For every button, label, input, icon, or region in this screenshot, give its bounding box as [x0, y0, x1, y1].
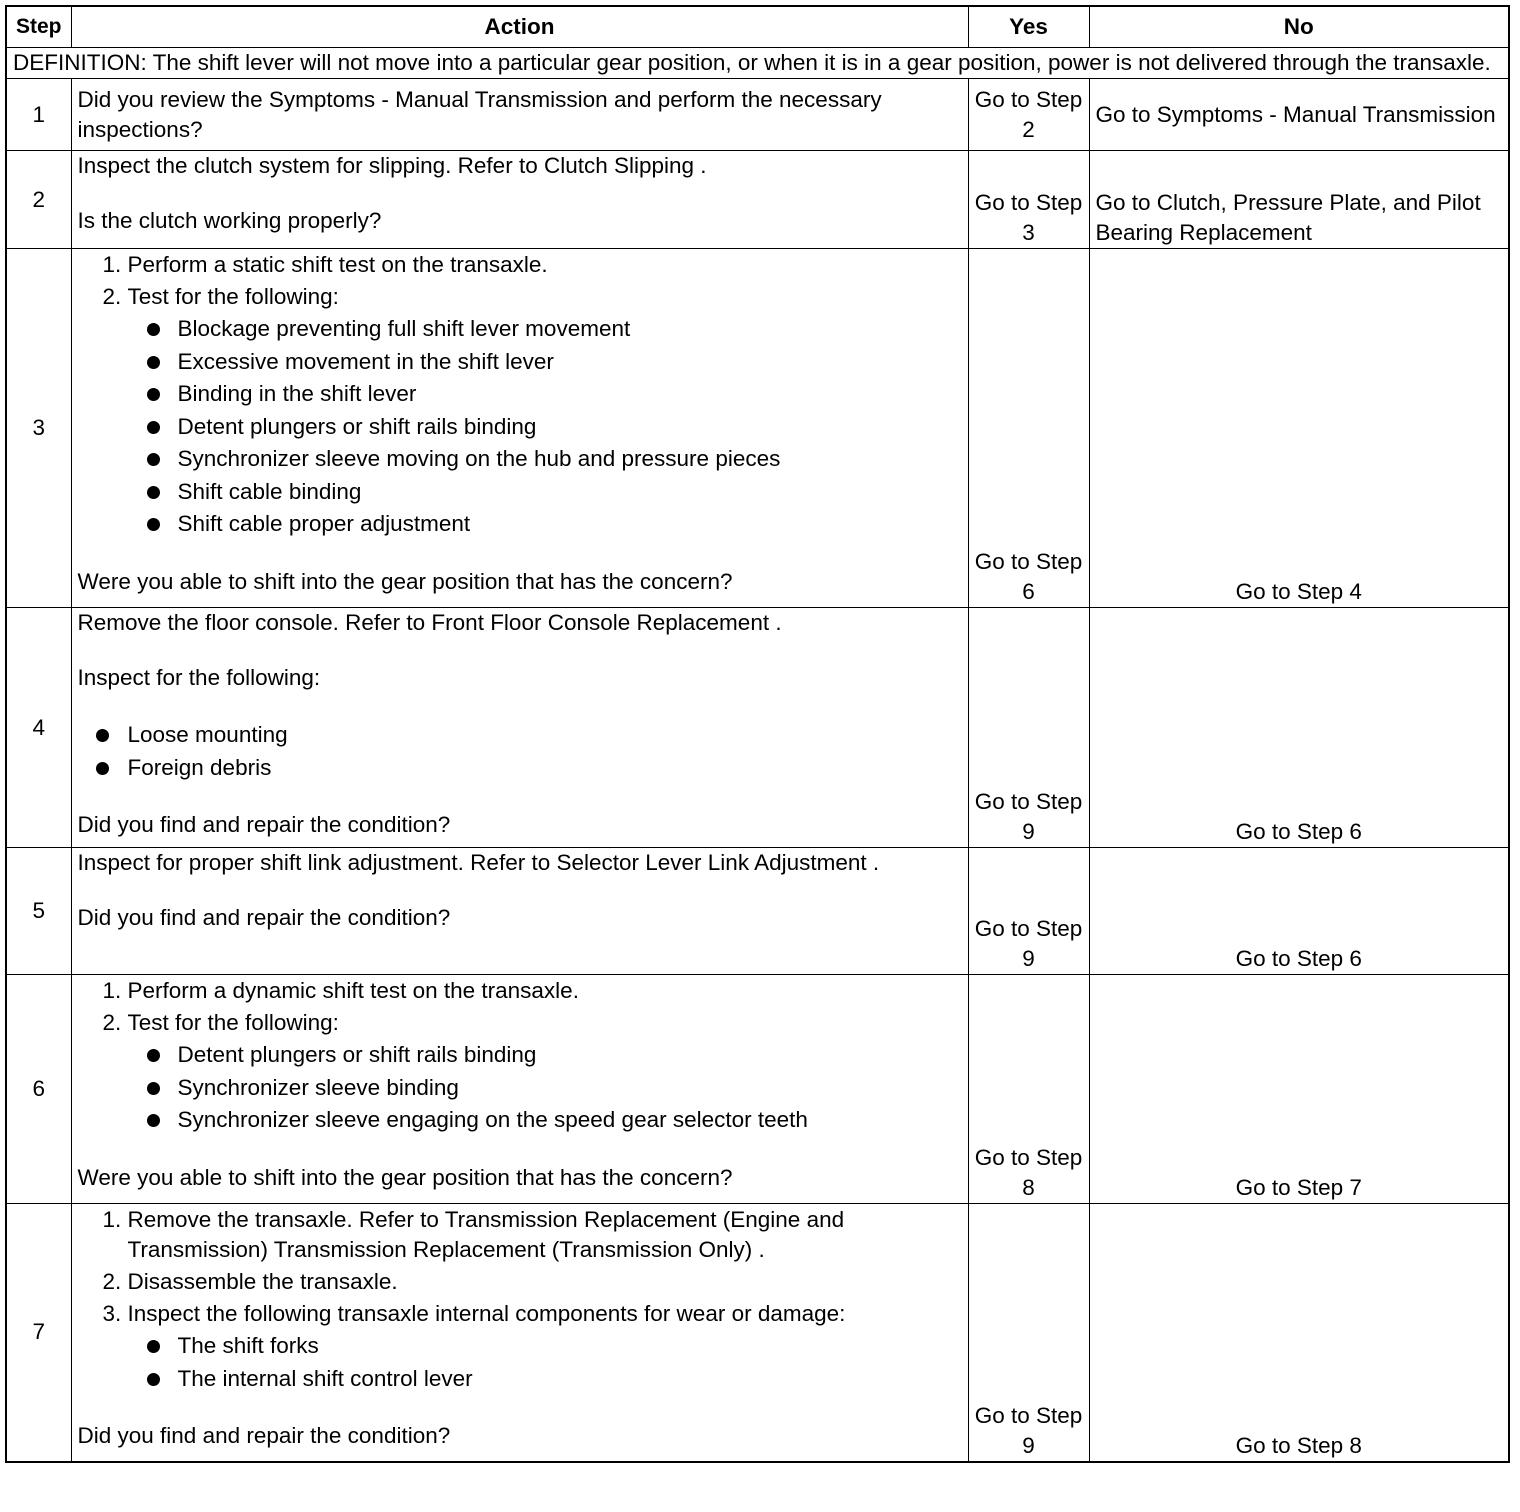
yes-cell[interactable]: Go to Step 9: [968, 848, 1089, 975]
bullet-item: Excessive movement in the shift lever: [178, 347, 962, 377]
step-number: 4: [6, 608, 71, 848]
action-cell: [71, 975, 968, 1204]
yes-cell[interactable]: Go to Step 2: [968, 79, 1089, 151]
bullet-item: Loose mounting: [128, 720, 962, 750]
list-item: 3. Inspect the following transaxle internal components for wear or damage: The shift forks The internal shift control lever: [128, 1299, 962, 1394]
bullet-item: Blockage preventing full shift lever movement: [178, 314, 962, 344]
action-question: Did you find and repair the condition?: [77, 812, 451, 837]
no-cell[interactable]: Go to Step 6: [1089, 848, 1509, 975]
no-cell[interactable]: Go to Clutch, Pressure Plate, and Pilot Bearing Replacement: [1089, 151, 1509, 249]
action-cell: [71, 1204, 968, 1462]
bullet-item: Synchronizer sleeve binding: [178, 1073, 962, 1103]
action-question: Did you find and repair the condition?: [77, 905, 451, 930]
numbered-list: [78, 976, 962, 1135]
bullet-item: The internal shift control lever: [178, 1364, 962, 1394]
list-item: 2. Disassemble the transaxle.: [128, 1267, 962, 1297]
action-cell: [71, 848, 968, 975]
table-row: [6, 975, 1509, 1204]
table-row: [6, 151, 1509, 249]
no-cell[interactable]: Go to Step 7: [1089, 975, 1509, 1204]
no-cell[interactable]: Go to Symptoms - Manual Transmission: [1089, 79, 1509, 151]
table-row: [6, 249, 1509, 608]
yes-cell[interactable]: Go to Step 9: [968, 1204, 1089, 1462]
header-step: Step: [6, 6, 71, 48]
step-number: 6: [6, 975, 71, 1204]
bullet-item: Synchronizer sleeve moving on the hub and pressure pieces: [178, 444, 962, 474]
list-item: 2. Test for the following: Detent plungers or shift rails binding Synchronizer sleeve binding Synchronizer sleeve engaging on the speed gear selector teeth: [128, 1008, 962, 1135]
bullet-item: Detent plungers or shift rails binding: [178, 1040, 962, 1070]
no-cell[interactable]: Go to Step 6: [1089, 608, 1509, 848]
diagnostic-table: [5, 5, 1510, 1463]
header-action: Action: [71, 6, 968, 48]
action-cell: [71, 79, 968, 151]
action-question: Did you find and repair the condition?: [77, 1423, 451, 1448]
action-text: Did you review the Symptoms - Manual Transmission and perform the necessary inspections?: [77, 86, 882, 142]
yes-cell[interactable]: Go to Step 3: [968, 151, 1089, 249]
action-text: Inspect for the following:: [77, 665, 321, 690]
action-text: Inspect for proper shift link adjustment. Refer to Selector Lever Link Adjustment .: [77, 850, 880, 875]
bullet-list: [78, 720, 962, 783]
action-question: Were you able to shift into the gear position that has the concern?: [77, 1164, 733, 1190]
table-row: [6, 848, 1509, 975]
header-no: No: [1089, 6, 1509, 48]
bullet-item: Binding in the shift lever: [178, 379, 962, 409]
bullet-item: Synchronizer sleeve engaging on the speed gear selector teeth: [178, 1105, 962, 1135]
no-cell[interactable]: Go to Step 8: [1089, 1204, 1509, 1462]
bullet-list: [128, 1331, 962, 1394]
step-number: 7: [6, 1204, 71, 1462]
action-text: Inspect the clutch system for slipping. Refer to Clutch Slipping .: [77, 153, 707, 178]
list-item: 1. Perform a dynamic shift test on the transaxle.: [128, 976, 962, 1006]
numbered-list: [78, 1205, 962, 1394]
action-cell: [71, 151, 968, 249]
bullet-item: The shift forks: [178, 1331, 962, 1361]
yes-cell[interactable]: Go to Step 8: [968, 975, 1089, 1204]
table-row: [6, 79, 1509, 151]
step-number: 3: [6, 249, 71, 608]
action-question: Were you able to shift into the gear position that has the concern?: [77, 568, 733, 594]
bullet-item: Detent plungers or shift rails binding: [178, 412, 962, 442]
step-number: 2: [6, 151, 71, 249]
yes-cell[interactable]: Go to Step 6: [968, 249, 1089, 608]
table-row: [6, 1204, 1509, 1462]
action-cell: [71, 249, 968, 608]
definition-row: [6, 48, 1509, 79]
bullet-list: [128, 314, 962, 539]
bullet-item: Shift cable proper adjustment: [178, 509, 962, 539]
list-item: 2. Test for the following: Blockage preventing full shift lever movement Excessive movement in the shift lever Binding in the shift lever Detent plungers or shift rails binding Synchronizer sleeve moving on the hub and pressure pieces Shift cable binding Shift cable proper adjustment: [128, 282, 962, 539]
header-yes: Yes: [968, 6, 1089, 48]
header-row: [6, 6, 1509, 48]
definition-text: DEFINITION: The shift lever will not move into a particular gear position, or when it is in a gear position, power is not delivered through the transaxle.: [6, 48, 1509, 79]
bullet-item: Foreign debris: [128, 753, 962, 783]
step-number: 1: [6, 79, 71, 151]
action-cell: [71, 608, 968, 848]
action-text: Remove the floor console. Refer to Front Floor Console Replacement .: [77, 610, 782, 635]
bullet-list: [128, 1040, 962, 1135]
numbered-list: [78, 250, 962, 539]
table-row: [6, 608, 1509, 848]
list-item: 1. Perform a static shift test on the transaxle.: [128, 250, 962, 280]
list-item: 1. Remove the transaxle. Refer to Transmission Replacement (Engine and Transmission) Transmission Replacement (Transmission Only) .: [128, 1205, 962, 1265]
yes-cell[interactable]: Go to Step 9: [968, 608, 1089, 848]
no-cell[interactable]: Go to Step 4: [1089, 249, 1509, 608]
action-question: Is the clutch working properly?: [77, 208, 382, 233]
step-number: 5: [6, 848, 71, 975]
bullet-item: Shift cable binding: [178, 477, 962, 507]
